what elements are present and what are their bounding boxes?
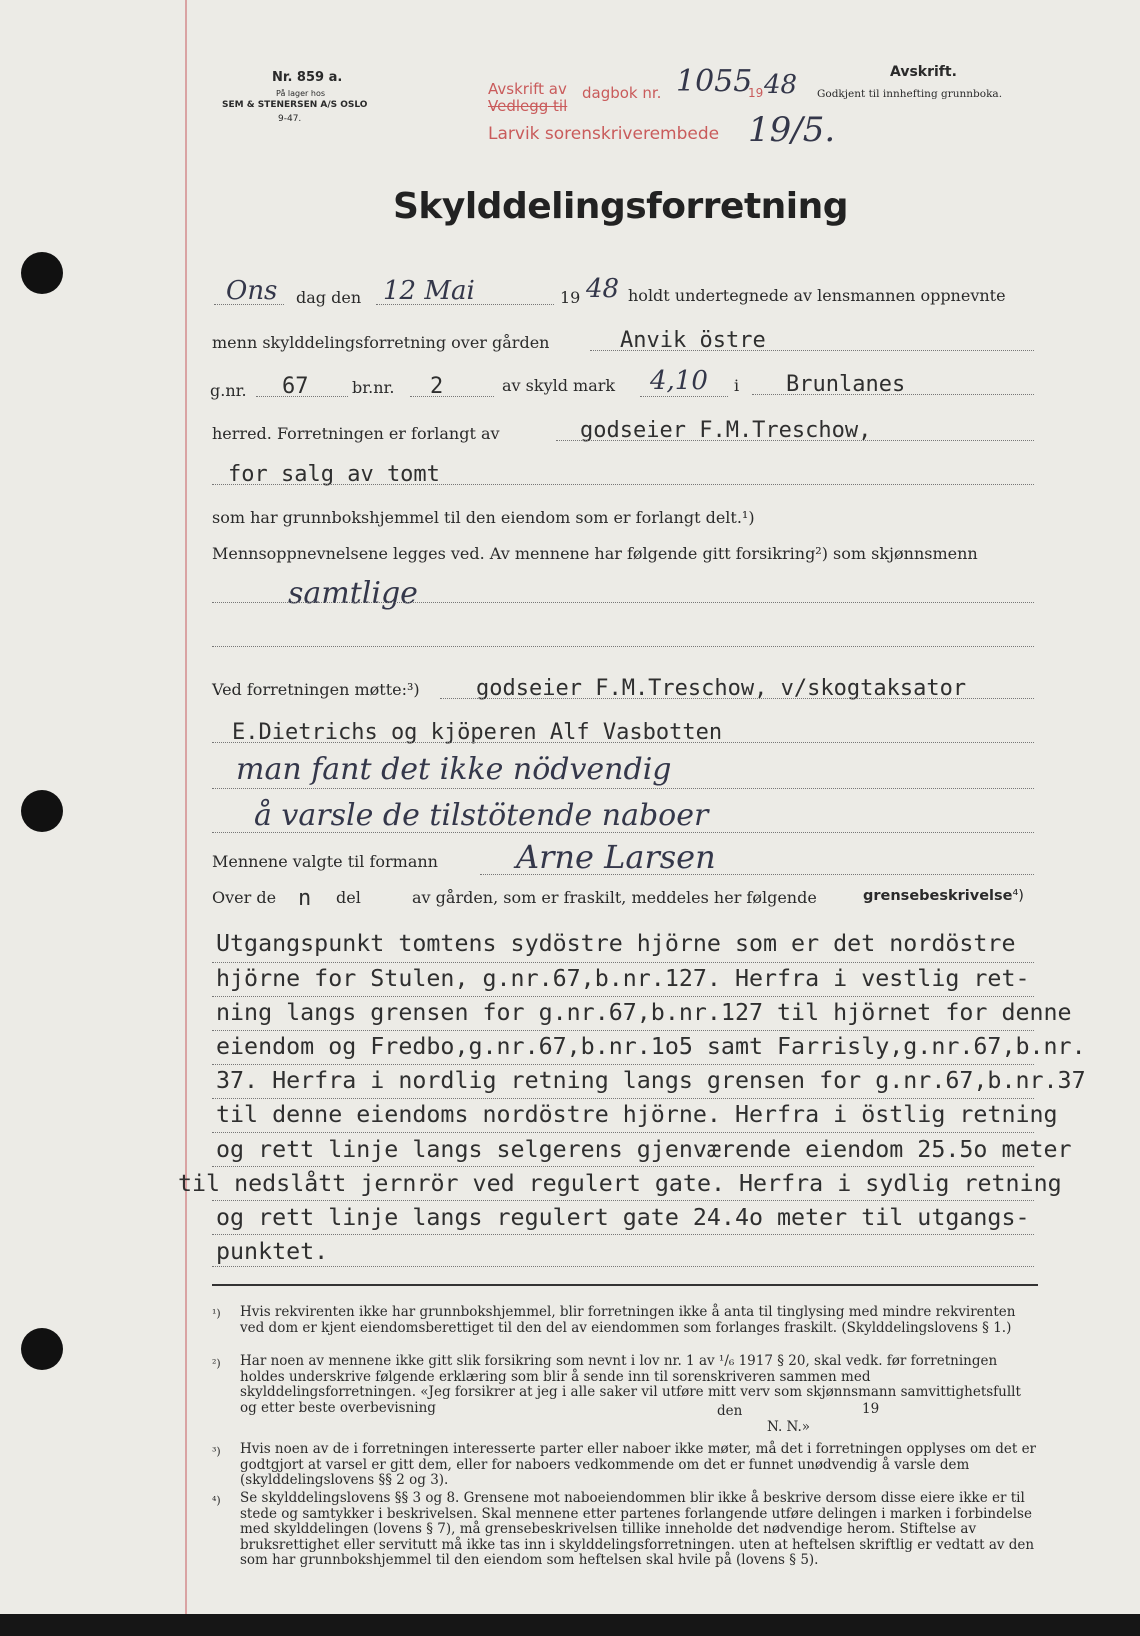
hjemmel-text: som har grunnbokshjemmel til den eiendom som er forlangt delt.¹): [212, 508, 755, 527]
bnr-label: br.nr.: [352, 378, 395, 397]
footnote-2-year: 19: [862, 1401, 880, 1417]
description-line-1: Utgangspunkt tomtens sydöstre hjörne som er det nordöstre: [216, 930, 1016, 957]
attendance-line-1: godseier F.M.Treschow, v/skogtaksator: [476, 676, 967, 701]
footnote-4: Se skylddelingslovens §§ 3 og 8. Grensene mot naboeiendommen blir ikke å beskrive dersom disse eiere ikke er til stede og samtykker i beskrivelsen. Skal mennene etter partenes forlangende utføre delingen i marken i forbindelse med skylddelingen (lovens § 7), må grensebeskrivelsen tillike inneholde det nødvendige herom. Stiftelse av bruksrettighet eller servitutt må ikke tas inn i skylddelingsforretningen. uten at heftelsen skriftlig er vedtatt av den som har grunnbokshjemmel til den eiendom som heftelsen skal hvile på (lovens § 5).: [240, 1490, 1035, 1569]
description-line-7: og rett linje langs selgerens gjenværende eiendom 25.5o meter: [216, 1136, 1072, 1163]
date-handwritten: 12 Mai: [383, 276, 475, 306]
formann-name: Arne Larsen: [516, 838, 716, 876]
i-label: i: [734, 376, 740, 395]
skyld-value: 4,10: [650, 366, 708, 396]
grensebeskrivelse-label: grensebeskrivelse⁴): [863, 888, 1024, 904]
punch-hole-middle: [21, 790, 63, 832]
dagbok-number: 1055: [676, 64, 753, 99]
footnote-4-number: ⁴): [212, 1494, 221, 1507]
del-n: n: [298, 886, 312, 911]
footnote-2-number: ²): [212, 1357, 221, 1370]
attendance-label: Ved forretningen møtte:³): [212, 680, 420, 699]
punch-hole-top: [21, 252, 63, 294]
year-handwritten: 48: [586, 274, 620, 304]
municipality: Brunlanes: [786, 372, 906, 397]
holdt-text: holdt undertegnede av lensmannen oppnevnte: [628, 286, 1006, 305]
year-prefix: 19: [560, 288, 581, 307]
scan-border: [0, 1614, 1140, 1636]
dagbok-year-prefix: 19: [748, 86, 764, 100]
form-number: Nr. 859 a.: [272, 70, 343, 85]
attendance-handwritten-1: man fant det ikke nödvendig: [236, 752, 672, 787]
oppnevnelse-text: Mennsoppnevnelsene legges ved. Av mennene har følgende gitt forsikring²) som skjønnsmenn: [212, 544, 978, 563]
footnote-3-number: ³): [212, 1445, 221, 1458]
publisher-line-3: 9-47.: [278, 114, 302, 124]
formann-label: Mennene valgte til formann: [212, 852, 438, 871]
avskrift-label: Avskrift.: [890, 64, 957, 80]
attendance-line-2: E.Dietrichs og kjöperen Alf Vasbotten: [232, 720, 723, 745]
over-de-label: Over de: [212, 888, 277, 907]
del-label: del: [336, 888, 361, 907]
forsikring-handwritten: samtlige: [288, 576, 418, 611]
stamp-office: Larvik sorenskriverembede: [488, 124, 720, 144]
publisher-line-2: SEM & STENERSEN A/S OSLO: [222, 100, 368, 110]
menn-over-text: menn skylddelingsforretning over gården: [212, 333, 550, 352]
page-title: Skylddelingsforretning: [393, 186, 849, 227]
footnote-divider: [212, 1284, 1038, 1286]
weekday-handwritten: Ons: [226, 276, 278, 306]
footnote-2: Har noen av mennene ikke gitt slik forsikring som nevnt i lov nr. 1 av ¹/₆ 1917 § 20, skal vedk. før forretningen holdes underskrive følgende erklæring som blir å sende inn til sorenskriveren sammen med skylddelingsforretningen. «Jeg forsikrer at jeg i alle saker vil utføre mitt verv som skjønnsmann samvittighetsfullt og etter beste overbevisning: [240, 1353, 1021, 1416]
stamp-vedlegg-til: Vedlegg til: [488, 97, 568, 115]
description-line-8: til nedslått jernrör ved regulert gate. Herfra i sydlig retning: [178, 1170, 1062, 1197]
dag-den-label: dag den: [296, 288, 362, 307]
publisher-line-1: På lager hos: [276, 89, 325, 98]
gnr-label: g.nr.: [210, 381, 247, 400]
stamp-dagbok-label: dagbok nr.: [582, 84, 662, 102]
description-line-6: til denne eiendoms nordöstre hjörne. Herfra i östlig retning: [216, 1101, 1058, 1128]
purpose: for salg av tomt: [228, 462, 440, 487]
description-line-3: ning langs grensen for g.nr.67,b.nr.127 til hjörnet for denne: [216, 999, 1072, 1026]
description-line-5: 37. Herfra i nordlig retning langs grensen for g.nr.67,b.nr.37: [216, 1067, 1086, 1094]
footnote-2-den: den: [717, 1403, 743, 1419]
dagbok-year: 48: [764, 70, 798, 100]
description-line-9: og rett linje langs regulert gate 24.4o meter til utgangs-: [216, 1204, 1030, 1231]
stamp-avskrift-av: Avskrift av: [488, 80, 567, 98]
footnote-2-signature: N. N.»: [767, 1419, 811, 1435]
footnote-1: Hvis rekvirenten ikke har grunnbokshjemmel, blir forretningen ikke å anta til tinglysing med mindre rekvirenten ved dom er kjent eiendomsberettiget til den del av eiendommen som forlanges fraskilt. (Skylddelingslovens § 1.): [240, 1304, 1016, 1336]
footnote-3: Hvis noen av de i forretningen interesserte parter eller naboer ikke møter, må det i forretningen opplyses om det er godtgjort at varsel er gitt dem, eller for naboers vedkommende om det er funnet unødvendig å varsle dem (skylddelingslovens §§ 2 og 3).: [240, 1441, 1037, 1489]
margin-rule: [185, 0, 187, 1614]
description-line-2: hjörne for Stulen, g.nr.67,b.nr.127. Herfra i vestlig ret-: [216, 965, 1030, 992]
stamp-date: 19/5.: [748, 110, 836, 150]
description-line-4: eiendom og Fredbo,g.nr.67,b.nr.1o5 samt Farrisly,g.nr.67,b.nr.: [216, 1033, 1086, 1060]
farm-name: Anvik östre: [620, 328, 766, 353]
godkjent-label: Godkjent til innhefting grunnboka.: [817, 88, 1003, 100]
bnr-value: 2: [430, 374, 444, 399]
attendance-handwritten-2: å varsle de tilstötende naboer: [254, 798, 709, 833]
description-line-10: punktet.: [216, 1238, 329, 1265]
herred-text: herred. Forretningen er forlangt av: [212, 424, 500, 443]
gnr-value: 67: [282, 374, 309, 399]
av-garden-text: av gården, som er fraskilt, meddeles her følgende: [412, 888, 817, 907]
punch-hole-bottom: [21, 1328, 63, 1370]
footnote-1-number: ¹): [212, 1307, 221, 1320]
skyld-label: av skyld mark: [502, 376, 616, 395]
requester: godseier F.M.Treschow,: [580, 418, 872, 443]
